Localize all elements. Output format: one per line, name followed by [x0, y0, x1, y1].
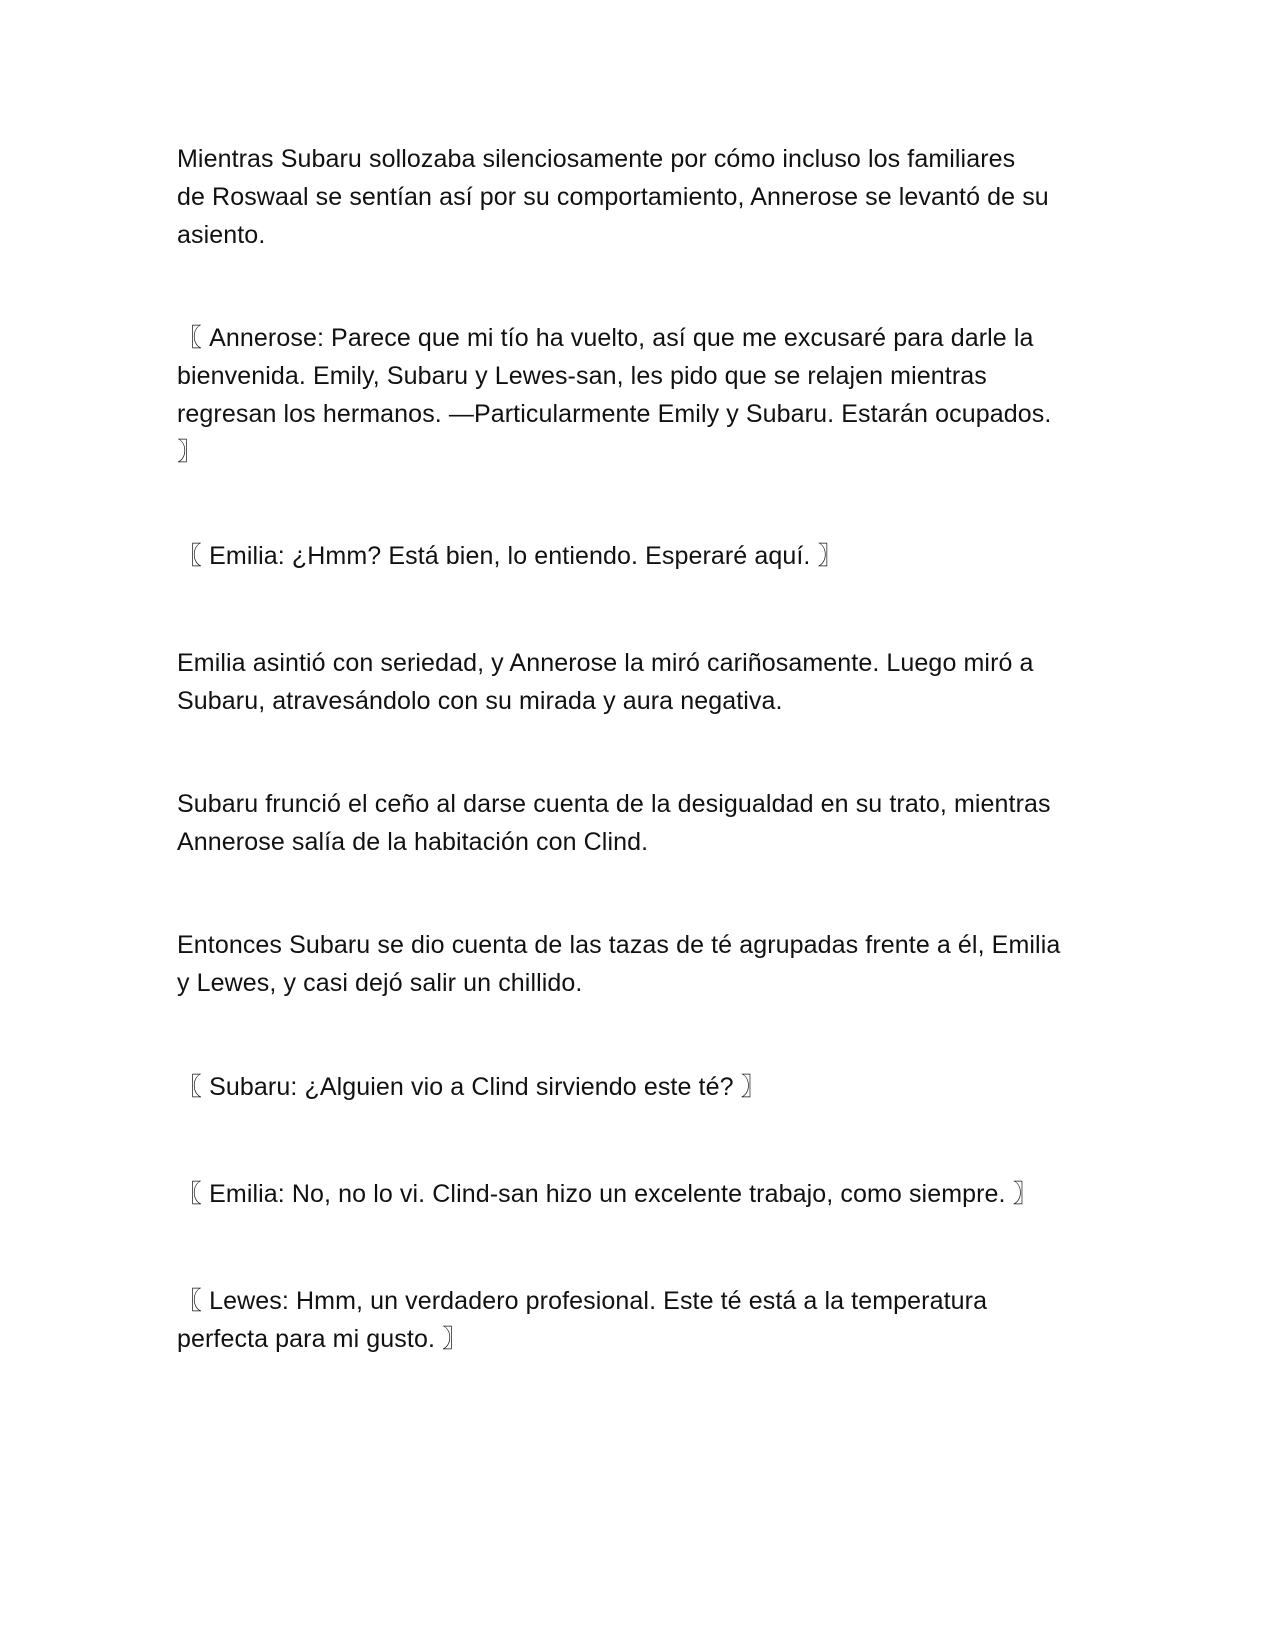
text-line: bienvenida. Emily, Subaru y Lewes-san, les pido que se relajen mientras	[177, 362, 987, 390]
paragraph-narration-2	[177, 644, 1107, 720]
text-line: 〗	[177, 438, 203, 466]
text-line: Mientras Subaru sollozaba silenciosamente por cómo incluso los familiares	[177, 145, 1016, 173]
paragraph-dialogue-subaru	[177, 1068, 1107, 1106]
text-line: Annerose salía de la habitación con Clind.	[177, 828, 649, 856]
paragraph-dialogue-annerose	[177, 319, 1107, 471]
paragraph-dialogue-lewes	[177, 1282, 1107, 1358]
paragraph-dialogue-emilia-1	[177, 537, 1107, 575]
text-line: Subaru, atravesándolo con su mirada y aura negativa.	[177, 687, 783, 715]
text-line: asiento.	[177, 221, 266, 249]
paragraph-narration-3	[177, 785, 1107, 861]
text-line: y Lewes, y casi dejó salir un chillido.	[177, 969, 583, 997]
paragraph-narration-1	[177, 140, 1107, 254]
text-line: 〖 Emilia: ¿Hmm? Está bien, lo entiendo. Esperaré aquí. 〗	[177, 542, 843, 570]
text-line: 〖 Annerose: Parece que mi tío ha vuelto, así que me excusaré para darle la	[177, 324, 1034, 352]
text-line: 〖 Lewes: Hmm, un verdadero profesional. Este té está a la temperatura	[177, 1287, 988, 1315]
text-line: 〖 Subaru: ¿Alguien vio a Clind sirviendo este té? 〗	[177, 1073, 766, 1101]
text-line: perfecta para mi gusto. 〗	[177, 1325, 468, 1353]
paragraph-narration-4	[177, 926, 1107, 1002]
text-line: regresan los hermanos. —Particularmente Emily y Subaru. Estarán ocupados.	[177, 400, 1052, 428]
text-line: Subaru frunció el ceño al darse cuenta de la desigualdad en su trato, mientras	[177, 790, 1051, 818]
text-line: Entonces Subaru se dio cuenta de las tazas de té agrupadas frente a él, Emilia	[177, 931, 1061, 959]
text-line: de Roswaal se sentían así por su comportamiento, Annerose se levantó de su	[177, 183, 1049, 211]
text-line: 〖 Emilia: No, no lo vi. Clind-san hizo un excelente trabajo, como siempre. 〗	[177, 1180, 1038, 1208]
text-line: Emilia asintió con seriedad, y Annerose la miró cariñosamente. Luego miró a	[177, 649, 1034, 677]
paragraph-dialogue-emilia-2	[177, 1175, 1107, 1213]
